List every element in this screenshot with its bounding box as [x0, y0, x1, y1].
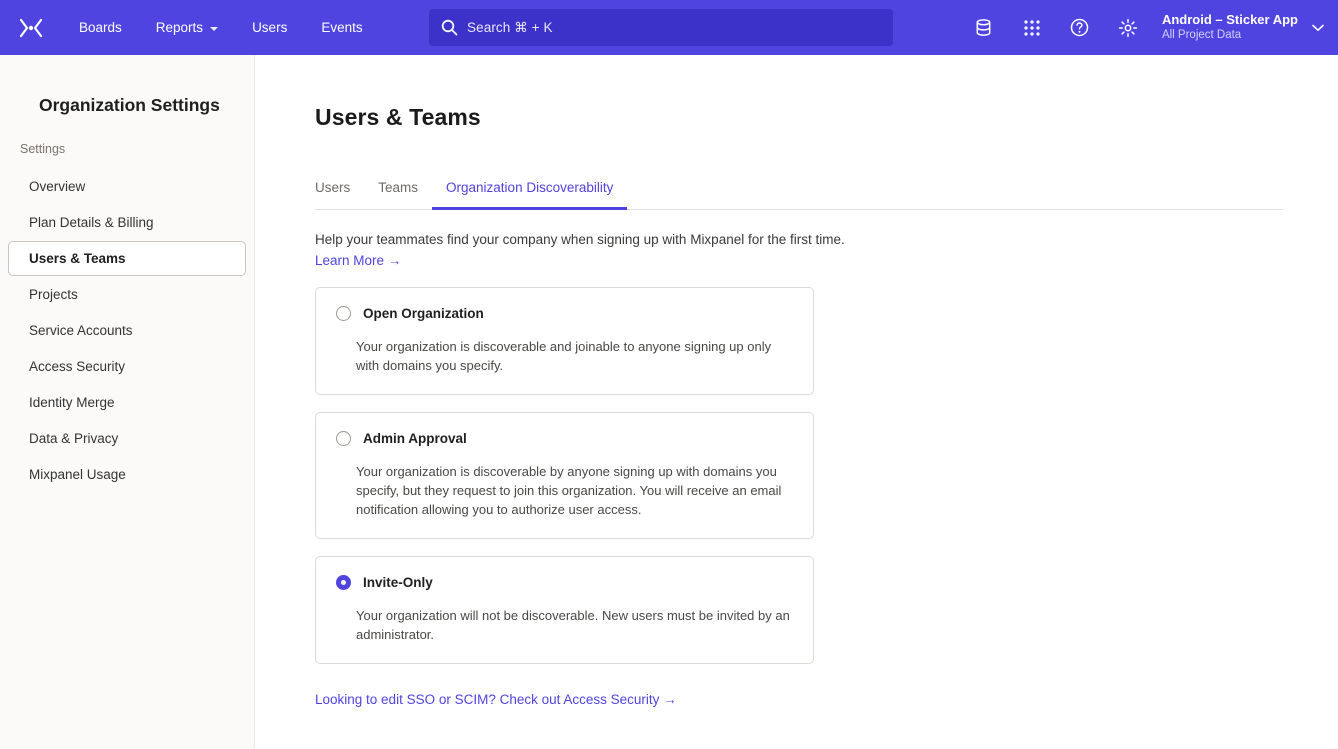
option-invite-only[interactable]	[315, 556, 814, 664]
radio-open-organization[interactable]	[336, 306, 351, 321]
settings-sidebar	[0, 55, 255, 749]
nav-item-users[interactable]	[235, 0, 304, 55]
sidebar-section-label: Settings	[20, 142, 66, 156]
sidebar-item-overview[interactable]	[8, 169, 246, 204]
sidebar-item-label: Mixpanel Usage	[29, 467, 126, 482]
help-circle-icon[interactable]	[1063, 11, 1097, 45]
nav-item-events-label: Events	[321, 20, 363, 35]
sidebar-item-data-privacy[interactable]	[8, 421, 246, 456]
search-input[interactable]	[429, 9, 893, 46]
option-admin-approval[interactable]	[315, 412, 814, 539]
option-header	[336, 575, 793, 590]
tab-label: Users	[315, 180, 351, 195]
sidebar-item-label: Users & Teams	[29, 251, 126, 266]
sidebar-item-label: Overview	[29, 179, 86, 194]
topbar-right-actions	[960, 0, 1338, 55]
tab-organization-discoverability[interactable]	[432, 180, 627, 209]
radio-admin-approval[interactable]	[336, 431, 351, 446]
nav-item-boards[interactable]	[62, 0, 139, 55]
option-description: Your organization will not be discoverable. New users must be invited by an administrator.	[356, 608, 790, 642]
nav-item-reports[interactable]	[139, 0, 235, 55]
main-content	[255, 55, 1338, 749]
tab-label: Organization Discoverability	[446, 180, 614, 195]
sidebar-item-label: Data & Privacy	[29, 431, 119, 446]
page-title: Users & Teams	[315, 104, 481, 130]
tab-teams[interactable]	[364, 180, 432, 209]
option-label: Invite-Only	[363, 575, 433, 590]
project-switcher[interactable]	[1152, 0, 1338, 55]
nav-item-events[interactable]	[304, 0, 379, 55]
search-placeholder: Search ⌘ + K	[467, 19, 553, 35]
project-name: Android – Sticker App	[1161, 12, 1298, 27]
option-label: Admin Approval	[363, 431, 467, 446]
gear-icon[interactable]	[1111, 11, 1145, 45]
tab-users[interactable]	[315, 180, 364, 209]
sidebar-item-label: Projects	[29, 287, 78, 302]
option-description: Your organization is discoverable and joinable to anyone signing up only with domains you specify.	[356, 339, 772, 373]
option-open-organization[interactable]	[315, 287, 814, 395]
sidebar-item-service-accounts[interactable]	[8, 313, 246, 348]
access-security-link[interactable]: Looking to edit SSO or SCIM? Check out Access Security →	[315, 692, 677, 707]
nav-item-boards-label: Boards	[79, 20, 122, 35]
sidebar-item-label: Identity Merge	[29, 395, 115, 410]
chevron-down-icon	[1312, 19, 1324, 37]
option-label: Open Organization	[363, 306, 484, 321]
data-warehouse-icon[interactable]	[967, 11, 1001, 45]
help-text: Help your teammates find your company when signing up with Mixpanel for the first time.	[315, 232, 845, 247]
radio-invite-only[interactable]	[336, 575, 351, 590]
nav-item-reports-label: Reports	[155, 20, 204, 35]
sidebar-item-label: Access Security	[29, 359, 126, 374]
sidebar-title: Organization Settings	[39, 95, 220, 115]
nav-item-users-label: Users	[252, 20, 288, 35]
project-scope: All Project Data	[1161, 29, 1242, 41]
sidebar-item-projects[interactable]	[8, 277, 246, 312]
sidebar-item-label: Service Accounts	[29, 323, 133, 338]
apps-grid-icon[interactable]	[1015, 11, 1049, 45]
sidebar-item-identity-merge[interactable]	[8, 385, 246, 420]
sidebar-item-mixpanel-usage[interactable]	[8, 457, 246, 492]
chevron-down-icon	[210, 27, 218, 31]
option-header	[336, 431, 793, 446]
sidebar-item-access-security[interactable]	[8, 349, 246, 384]
option-header	[336, 306, 793, 321]
sidebar-item-label: Plan Details & Billing	[29, 215, 154, 230]
search-icon	[441, 19, 458, 36]
top-navigation-bar	[0, 0, 1338, 55]
option-description: Your organization is discoverable by anyone signing up with domains you specify, but they request to join this organization. You will receive an email notification allowing you to authorize user access.	[356, 464, 782, 517]
tab-label: Teams	[378, 180, 419, 195]
sidebar-item-users-teams[interactable]	[8, 241, 246, 276]
sidebar-item-plan-details-billing[interactable]	[8, 205, 246, 240]
sidebar-nav-list	[0, 169, 254, 492]
mixpanel-logo-icon[interactable]	[0, 0, 62, 55]
primary-nav	[62, 0, 380, 55]
learn-more-link[interactable]: Learn More →	[315, 253, 402, 268]
content-tabs	[315, 168, 1283, 210]
